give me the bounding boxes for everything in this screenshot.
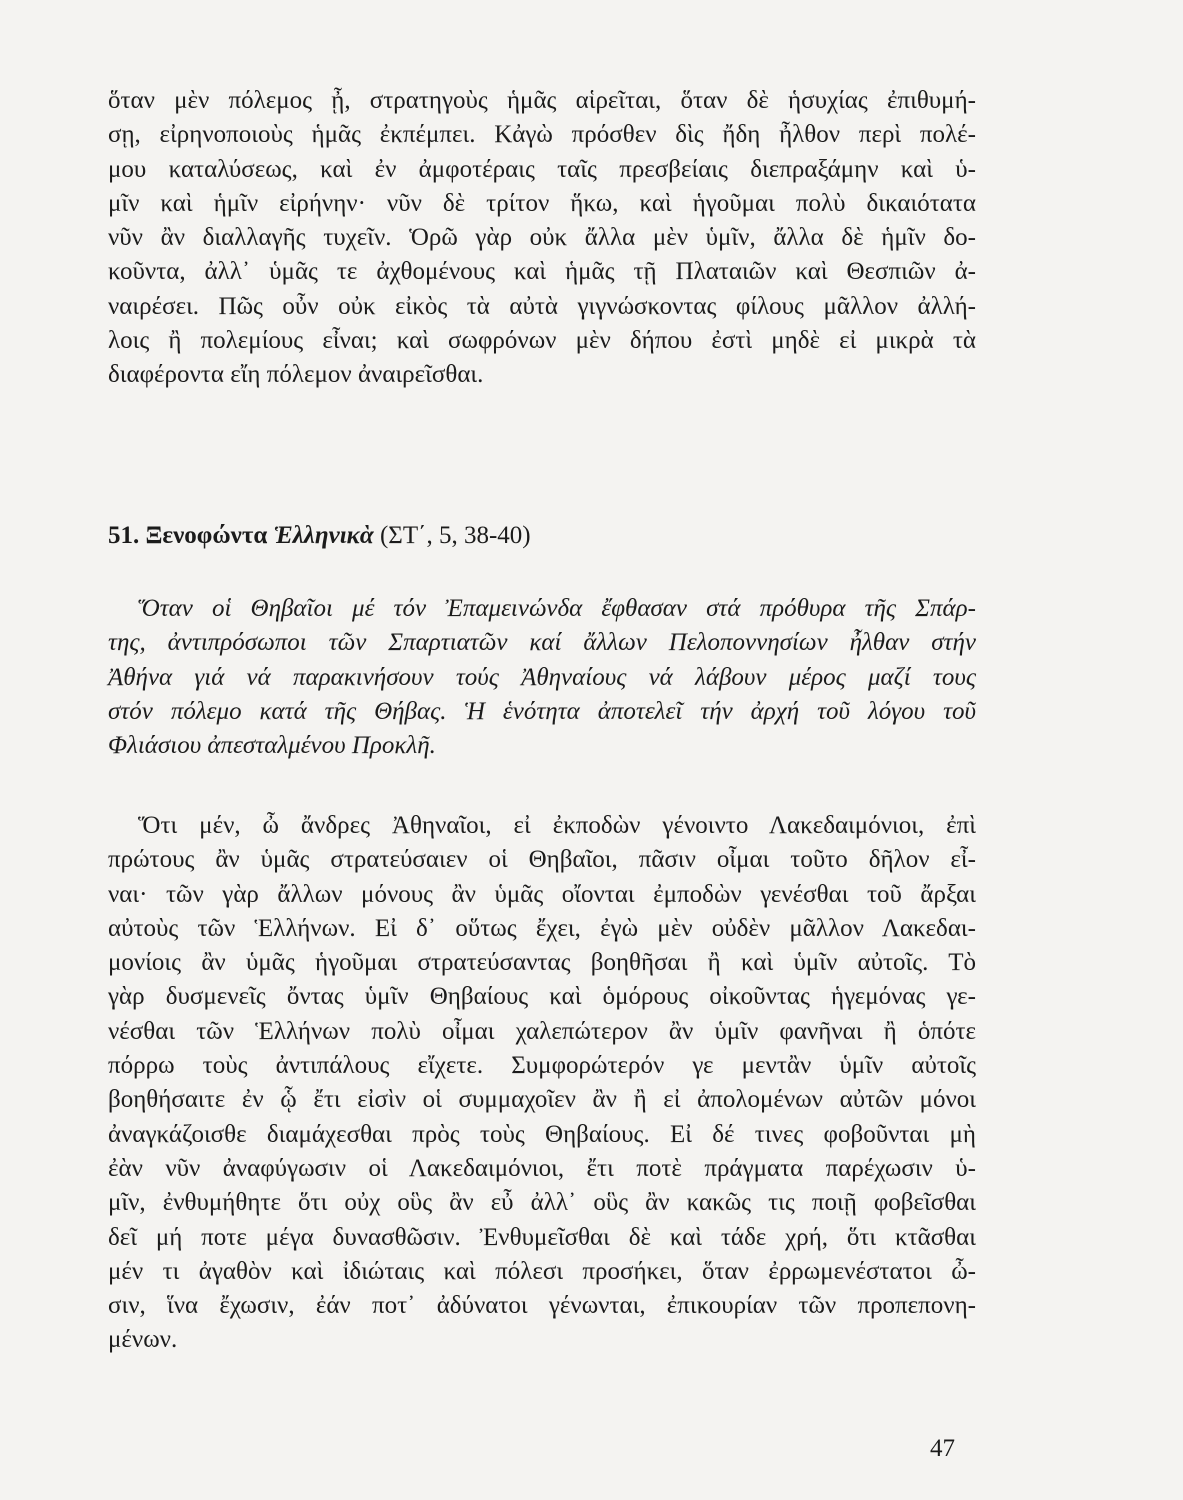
text-line: ἀναγκάζοισθε διαμάχεσθαι πρὸς τοὺς Θηβαίους. Εἰ δέ τινες φοβοῦνται μὴ <box>108 1120 976 1148</box>
section-work-title: Ἑλληνικὰ <box>273 522 374 549</box>
text-line: γὰρ δυσμενεῖς ὄντας ὑμῖν Θηβαίους καὶ ὁμόρους οἰκοῦντας ἡγεμόνας γε- <box>108 983 976 1011</box>
text-line: ἐὰν νῦν ἀναφύγωσιν οἱ Λακεδαιμόνιοι, ἔτι ποτὲ πράγματα παρέχωσιν ὑ- <box>108 1154 976 1182</box>
text-line: σιν, ἵνα ἔχωσιν, ἐάν ποτ᾽ ἀδύνατοι γένωνται, ἐπικουρίαν τῶν προπεπονη- <box>108 1292 976 1320</box>
text-line: νέσθαι τῶν Ἑλλήνων πολὺ οἶμαι χαλεπώτερον ἂν ὑμῖν φανῆναι ἢ ὁπότε <box>108 1017 976 1045</box>
section-reference: (ΣΤ΄, 5, 38-40) <box>379 522 531 549</box>
text-line-content: Ὅταν οἱ Θηβαῖοι μέ τόν Ἐπαμεινώνδα ἔφθασαν στά πρόθυρα τῆς Σπάρ- <box>138 595 976 622</box>
text-line: πόρρω τοὺς ἀντιπάλους εἴχετε. Συμφορώτερόν γε μεντἂν ὑμῖν αὐτοῖς <box>108 1052 976 1080</box>
text-line: Φλιάσιου ἀπεσταλμένου Προκλῆ. <box>108 732 436 760</box>
text-line: νῦν ἂν διαλλαγῆς τυχεῖν. Ὁρῶ γὰρ οὐκ ἄλλα μὲν ὑμῖν, ἄλλα δὲ ἡμῖν δο- <box>108 224 976 252</box>
text-line: μου καταλύσεως, καὶ ἐν ἀμφοτέραις ταῖς πρεσβείαις διεπραξάμην καὶ ὑ- <box>108 155 976 183</box>
text-line: μονίοις ἂν ὑμᾶς ἡγοῦμαι στρατεύσαντας βοηθῆσαι ἢ καὶ ὑμῖν αὐτοῖς. Τὸ <box>108 949 976 977</box>
main-paragraph <box>108 809 976 1358</box>
text-line: αὐτοὺς τῶν Ἑλλήνων. Εἰ δ᾽ οὕτως ἔχει, ἐγὼ μὲν οὐδὲν μᾶλλον Λακεδαι- <box>108 914 976 942</box>
top-paragraph <box>108 84 976 393</box>
text-line: βοηθήσαιτε ἐν ᾧ ἔτι εἰσὶν οἱ συμμαχοῖεν ἂν ἢ εἰ ἀπολομένων αὐτῶν μόνοι <box>108 1086 976 1114</box>
text-line: της, ἀντιπρόσωποι τῶν Σπαρτιατῶν καί ἄλλων Πελοποννησίων ἦλθαν στήν <box>108 629 976 657</box>
text-line: διαφέροντα εἴη πόλεμον ἀναιρεῖσθαι. <box>108 361 484 389</box>
text-line <box>108 809 976 843</box>
text-line: ναιρέσει. Πῶς οὖν οὐκ εἰκὸς τὰ αὐτὰ γιγνώσκοντας φίλους μᾶλλον ἀλλή- <box>108 292 976 320</box>
page-number: 47 <box>930 1435 955 1462</box>
text-line: πρώτους ἂν ὑμᾶς στρατεύσαιεν οἱ Θηβαῖοι, πᾶσιν οἶμαι τοῦτο δῆλον εἶ- <box>108 846 976 874</box>
text-line: σῃ, εἰρηνοποιοὺς ἡμᾶς ἐκπέμπει. Κἀγὼ πρόσθεν δὶς ἤδη ἦλθον περὶ πολέ- <box>108 121 976 149</box>
text-line: Ἀθήνα γιά νά παρακινήσουν τούς Ἀθηναίους νά λάβουν μέρος μαζί τους <box>108 663 976 691</box>
text-line: στόν πόλεμο κατά τῆς Θήβας. Ἡ ἑνότητα ἀποτελεῖ τήν ἀρχή τοῦ λόγου τοῦ <box>108 697 976 725</box>
text-line: δεῖ μή ποτε μέγα δυνασθῶσιν. Ἐνθυμεῖσθαι δὲ καὶ τάδε χρή, ὅτι κτᾶσθαι <box>108 1223 976 1251</box>
text-line: κοῦντα, ἀλλ᾽ ὑμᾶς τε ἀχθομένους καὶ ἡμᾶς τῇ Πλαταιῶν καὶ Θεσπιῶν ἀ- <box>108 258 976 286</box>
text-line-content: Ὅτι μέν, ὦ ἄνδρες Ἀθηναῖοι, εἰ ἐκποδὼν γένοιντο Λακεδαιμόνιοι, ἐπὶ <box>138 812 976 839</box>
text-line: ὅταν μὲν πόλεμος ᾖ, στρατηγοὺς ἡμᾶς αἱρεῖται, ὅταν δὲ ἡσυχίας ἐπιθυμή- <box>108 87 976 114</box>
section-author: Ξενοφώντα <box>145 522 268 549</box>
text-line <box>108 592 976 626</box>
section-number: 51. <box>108 522 140 549</box>
text-line: λοις ἢ πολεμίους εἶναι; καὶ σωφρόνων μὲν δήπου ἐστὶ μηδὲ εἰ μικρὰ τὰ <box>108 327 976 355</box>
text-line: μένων. <box>108 1326 178 1354</box>
intro-paragraph <box>108 592 976 763</box>
section-heading <box>108 519 976 553</box>
text-line: μέν τι ἀγαθὸν καὶ ἰδιώταις καὶ πόλεσι προσήκει, ὅταν ἐρρωμενέστατοι ὦ- <box>108 1257 976 1285</box>
text-line: ναι· τῶν γὰρ ἄλλων μόνους ἂν ὑμᾶς οἴονται ἐμποδὼν γενέσθαι τοῦ ἄρξαι <box>108 880 976 908</box>
text-line: μῖν, ἐνθυμήθητε ὅτι οὐχ οὓς ἂν εὖ ἀλλ᾽ οὓς ἂν κακῶς τις ποιῇ φοβεῖσθαι <box>108 1189 976 1217</box>
text-line: μῖν καὶ ἡμῖν εἰρήνην· νῦν δὲ τρίτον ἥκω, καὶ ἡγοῦμαι πολὺ δικαιότατα <box>108 189 976 217</box>
